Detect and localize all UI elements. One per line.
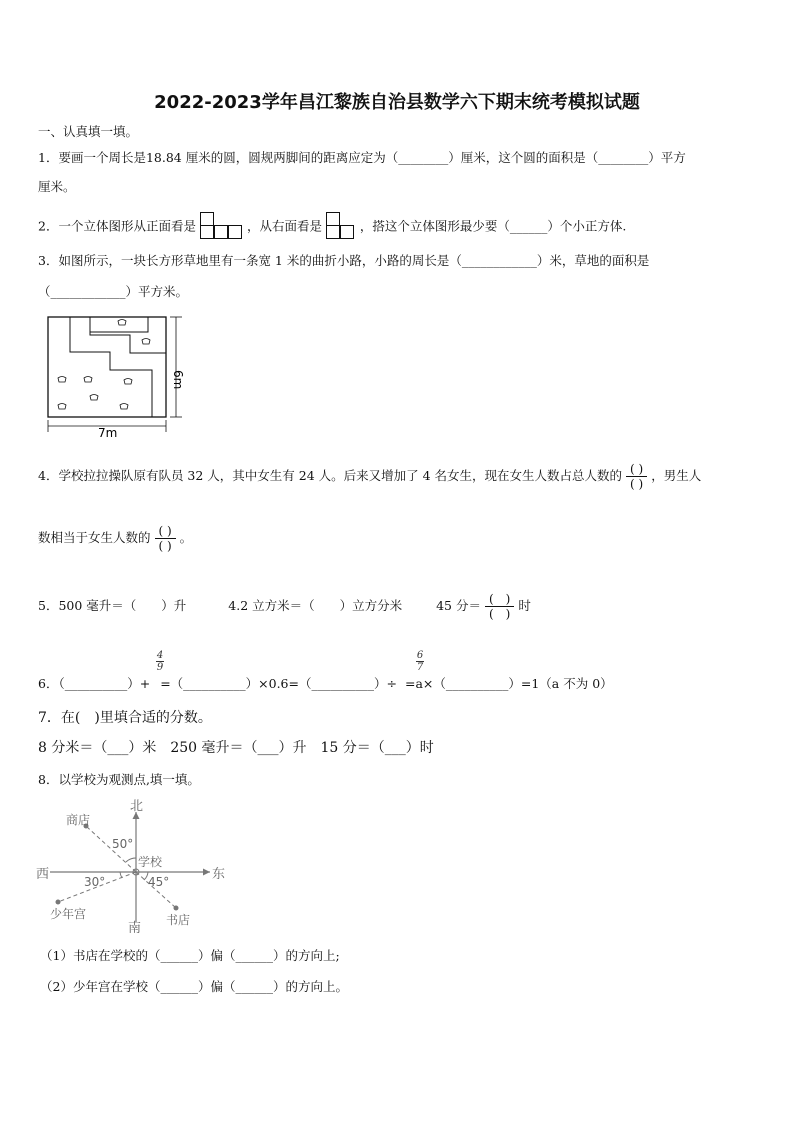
grass-field-figure (40, 310, 200, 440)
question-5 (38, 592, 531, 621)
question-6-part-c: =a×（__________）=1（a 不为 0） (404, 676, 613, 691)
question-8-sub2: （2）少年宫在学校（______）偏（______）的方向上。 (40, 979, 348, 994)
question-5-part-b: 4.2 立方米＝（ ）立方分米 (228, 598, 403, 613)
question-1-line2: 厘米。 (38, 179, 76, 194)
shop-label: 商店 (66, 813, 91, 827)
question-8-line1: 8．以学校为观测点,填一填。 (38, 772, 200, 787)
question-5-part-a: 5．500 毫升＝（ ）升 (38, 598, 187, 613)
bookstore-label: 书店 (166, 913, 191, 927)
question-4-text-a: 4．学校拉拉操队原有队员 32 人，其中女生有 24 人。后来又增加了 4 名女生，现在女生人数占总人数的 (38, 468, 623, 483)
question-6-part-b: =（__________）×0.6=（__________）÷ (160, 676, 397, 691)
angle-30: 30° (84, 875, 106, 889)
fraction-4-9 (156, 650, 164, 673)
height-label: 6m (171, 370, 185, 390)
fraction-blank-2[interactable] (155, 524, 176, 553)
question-6 (38, 674, 613, 692)
question-2-part-a: 2．一个立体图形从正面看是 (38, 218, 196, 234)
fraction-denominator: ( ) (488, 607, 511, 621)
width-label: 7m (98, 426, 118, 440)
question-5-part-c: 45 分＝ (436, 598, 481, 613)
question-6-part-a: 6．（__________）+ (38, 676, 151, 691)
fraction-denominator: ( ) (630, 477, 644, 491)
fraction-denominator: 7 (416, 662, 424, 673)
fraction-numerator: 6 (416, 650, 424, 661)
front-view-figure (200, 212, 243, 242)
question-3-line1: 3．如图所示，一块长方形草地里有一条宽 1 米的曲折小路，小路的周长是（____________）米，草地的面积是 (38, 253, 650, 268)
question-7-line2: 8 分米＝（___）米 250 毫升＝（___）升 15 分＝（___）时 (38, 740, 434, 756)
page-title: 2022-2023学年昌江黎族自治县数学六下期末统考模拟试题 (154, 92, 640, 113)
fraction-blank-3[interactable] (485, 592, 514, 621)
fraction-numerator: ( ) (630, 462, 644, 476)
south-label: 南 (128, 921, 142, 936)
fraction-6-7 (416, 650, 424, 673)
right-view-figure (326, 212, 356, 242)
question-2 (38, 212, 626, 242)
direction-diagram (30, 796, 240, 936)
fraction-denominator: ( ) (158, 539, 172, 553)
angle-50: 50° (112, 837, 134, 851)
question-4-line1 (38, 462, 701, 491)
question-4-text-c: 数相当于女生人数的 (38, 530, 151, 545)
west-label: 西 (36, 867, 50, 882)
angle-45: 45° (148, 875, 170, 889)
question-2-part-c: ，搭这个立体图形最少要（______）个小正方体. (359, 218, 627, 234)
question-4-text-end: 。 (179, 530, 193, 545)
north-label: 北 (130, 799, 144, 814)
school-label: 学校 (138, 855, 163, 869)
question-8-sub1: （1）书店在学校的（______）偏（______）的方向上; (40, 948, 340, 963)
section-heading: 一、认真填一填。 (38, 124, 139, 139)
question-4-text-b: ，男生人 (651, 468, 702, 483)
question-2-part-b: ，从右面看是 (246, 218, 322, 234)
question-1-line1: 1．要画一个周长是18.84 厘米的圆，圆规两脚间的距离应定为（________）厘米，这个圆的面积是（________）平方 (38, 150, 686, 165)
question-3-line2: （____________）平方米。 (38, 284, 189, 299)
question-5-part-d: 时 (518, 598, 531, 613)
question-4-line2 (38, 524, 192, 553)
fraction-numerator: 4 (156, 650, 164, 661)
fraction-denominator: 9 (156, 662, 164, 673)
east-label: 东 (212, 867, 226, 882)
fraction-numerator: ( ) (158, 524, 172, 538)
youth-palace-label: 少年宫 (50, 907, 87, 921)
question-7-line1: 7．在( )里填合适的分数。 (38, 710, 212, 726)
fraction-numerator: ( ) (488, 592, 511, 606)
fraction-blank-1[interactable] (626, 462, 647, 491)
